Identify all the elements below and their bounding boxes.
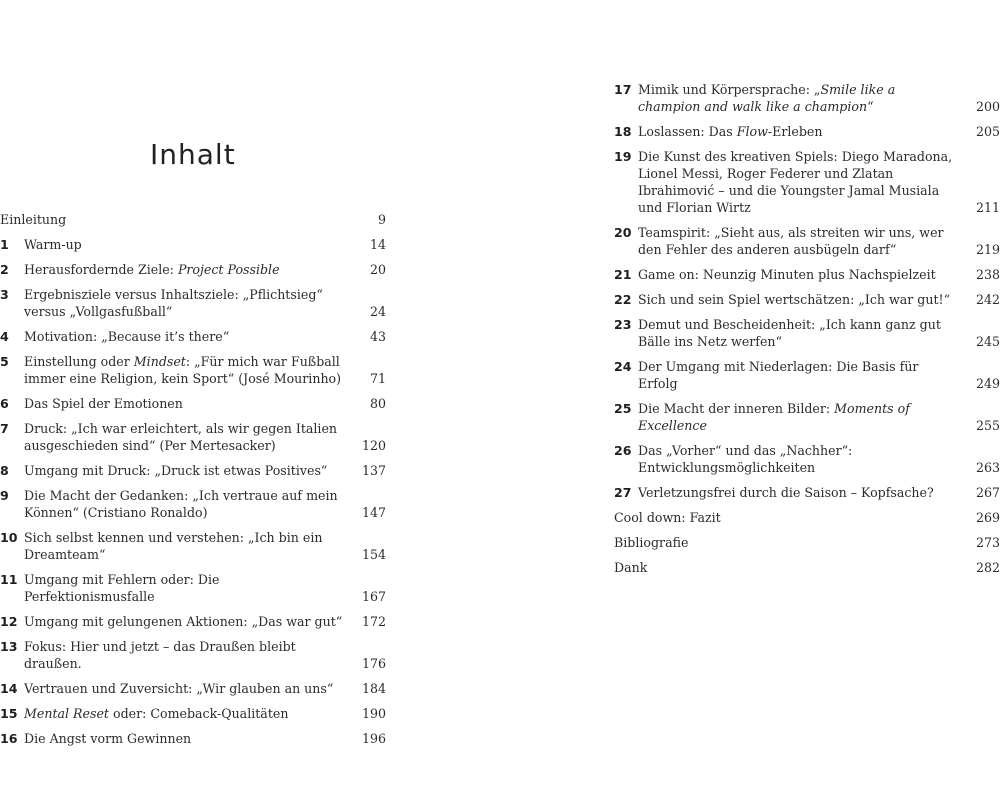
chapter-title	[638, 442, 974, 476]
page-number: 43	[369, 329, 386, 344]
toc-entry	[614, 358, 1000, 392]
chapter-title-segment: Teamspirit: „Sieht aus, als streiten wir uns, wer den Fehler des anderen ausbügeln darf“	[638, 225, 944, 257]
toc-entry	[0, 638, 386, 672]
chapter-title-segment: Sich selbst kennen und verstehen: „Ich bin ein Dreamteam“	[24, 530, 323, 562]
chapter-number: 20	[614, 225, 632, 240]
chapter-title	[638, 291, 974, 308]
chapter-title-segment: Die Kunst des kreativen Spiels: Diego Maradona, Lionel Messi, Roger Federer und Zlatan Ibrahimović – und die Youngster Jamal Musiala und Florian Wirtz	[638, 149, 953, 215]
toc-entry	[614, 534, 1000, 551]
chapter-number: 6	[0, 396, 9, 411]
toc-entry	[0, 211, 386, 228]
chapter-number: 16	[0, 731, 18, 746]
toc-entry	[614, 484, 1000, 501]
page-number: 190	[361, 706, 386, 721]
toc-entry	[0, 395, 386, 412]
chapter-number: 2	[0, 262, 9, 277]
toc-entry	[0, 261, 386, 278]
toc-entry	[0, 529, 386, 563]
chapter-title-segment: Motivation: „Because it’s there“	[24, 329, 230, 344]
toc-entry	[0, 236, 386, 253]
chapter-title	[24, 638, 360, 672]
chapter-title-segment: Vertrauen und Zuversicht: „Wir glauben an uns“	[24, 681, 334, 696]
toc-list-right	[614, 81, 1000, 584]
toc-entry	[614, 148, 1000, 216]
chapter-number: 14	[0, 681, 18, 696]
chapter-title-segment: : „Für mich war Fußball immer eine Religion, kein Sport“ (José Mourinho)	[24, 354, 342, 386]
chapter-title-segment: -Erleben	[767, 124, 823, 139]
toc-entry	[0, 571, 386, 605]
chapter-title-segment: Mimik und Körpersprache: „	[638, 82, 821, 97]
chapter-title	[614, 509, 974, 526]
chapter-title	[24, 395, 360, 412]
chapter-number: 11	[0, 572, 18, 587]
chapter-title-segment: Loslassen: Das	[638, 124, 737, 139]
chapter-number: 7	[0, 421, 9, 436]
chapter-title-segment: Druck: „Ich war erleichtert, als wir gegen Italien ausgeschieden sind“ (Per Mertesacker)	[24, 421, 338, 453]
chapter-title	[638, 224, 974, 258]
page-number: 269	[975, 510, 1000, 525]
chapter-number: 19	[614, 149, 632, 164]
chapter-title-segment: Die Angst vorm Gewinnen	[24, 731, 192, 746]
toc-entry	[0, 420, 386, 454]
page-number: 9	[377, 212, 386, 227]
chapter-title-segment: Das Spiel der Emotionen	[24, 396, 183, 411]
chapter-title	[638, 123, 974, 140]
chapter-title	[638, 358, 974, 392]
page-title: Inhalt	[150, 138, 236, 171]
chapter-title-segment: Bibliografie	[614, 535, 689, 550]
chapter-title-segment: Sich und sein Spiel wertschätzen: „Ich war gut!“	[638, 292, 951, 307]
chapter-number: 8	[0, 463, 9, 478]
chapter-title-segment: Flow	[736, 124, 768, 139]
toc-entry	[0, 705, 386, 722]
chapter-title	[24, 487, 360, 521]
chapter-title-segment: “	[867, 99, 874, 114]
chapter-number: 12	[0, 614, 18, 629]
chapter-number: 27	[614, 485, 632, 500]
toc-entry	[0, 462, 386, 479]
toc-entry	[0, 730, 386, 747]
page-number: 137	[361, 463, 386, 478]
toc-list-left	[0, 211, 386, 755]
page-number: 176	[361, 656, 386, 671]
chapter-title-segment: Umgang mit Fehlern oder: Die Perfektionismusfalle	[24, 572, 220, 604]
chapter-title-segment: Dank	[614, 560, 648, 575]
chapter-number: 10	[0, 530, 18, 545]
chapter-title	[24, 420, 360, 454]
page-number: 205	[975, 124, 1000, 139]
chapter-title	[638, 484, 974, 501]
chapter-number: 1	[0, 237, 9, 252]
chapter-title-segment: oder: Comeback-Qualitäten	[108, 706, 289, 721]
page-number: 245	[975, 334, 1000, 349]
chapter-number: 24	[614, 359, 632, 374]
toc-entry	[614, 123, 1000, 140]
left-page	[0, 0, 395, 800]
chapter-number: 23	[614, 317, 632, 332]
chapter-title	[24, 353, 360, 387]
toc-entry	[614, 266, 1000, 283]
chapter-title	[24, 286, 360, 320]
chapter-title	[24, 529, 360, 563]
chapter-number: 18	[614, 124, 632, 139]
chapter-title	[614, 534, 974, 551]
chapter-title	[638, 400, 974, 434]
chapter-title-segment: Smile like a champion and walk like a champion	[638, 82, 896, 114]
chapter-number: 21	[614, 267, 632, 282]
toc-entry	[0, 286, 386, 320]
page-number: 147	[361, 505, 386, 520]
toc-entry	[614, 291, 1000, 308]
right-page	[608, 0, 1000, 800]
chapter-title-segment: Game on: Neunzig Minuten plus Nachspielzeit	[638, 267, 936, 282]
page-number: 20	[369, 262, 386, 277]
toc-entry	[0, 680, 386, 697]
toc-entry	[614, 81, 1000, 115]
page-number: 200	[975, 99, 1000, 114]
chapter-title	[24, 705, 360, 722]
chapter-title-segment: Verletzungsfrei durch die Saison – Kopfsache?	[638, 485, 934, 500]
toc-entry	[0, 613, 386, 630]
chapter-title-segment: Moments of Excellence	[638, 401, 910, 433]
page-number: 211	[975, 200, 1000, 215]
chapter-title-segment: Die Macht der Gedanken: „Ich vertraue auf mein Können“ (Cristiano Ronaldo)	[24, 488, 338, 520]
chapter-number: 13	[0, 639, 18, 654]
chapter-title-segment: Einstellung oder	[24, 354, 134, 369]
chapter-title-segment: Demut und Bescheidenheit: „Ich kann ganz gut Bälle ins Netz werfen“	[638, 317, 941, 349]
chapter-title	[614, 559, 974, 576]
chapter-title-segment: Umgang mit Druck: „Druck ist etwas Positives“	[24, 463, 328, 478]
chapter-title	[24, 571, 360, 605]
chapter-number: 25	[614, 401, 632, 416]
page-number: 263	[975, 460, 1000, 475]
toc-entry	[614, 400, 1000, 434]
chapter-title-segment: Cool down: Fazit	[614, 510, 721, 525]
page-number: 282	[975, 560, 1000, 575]
chapter-number: 4	[0, 329, 9, 344]
chapter-title-segment: Mindset	[133, 354, 186, 369]
chapter-title	[24, 236, 360, 253]
chapter-title-segment: Einleitung	[0, 212, 67, 227]
chapter-title-segment: Ergebnisziele versus Inhaltsziele: „Pflichtsieg“ versus „Vollgasfußball“	[24, 287, 323, 319]
chapter-title	[24, 462, 360, 479]
page-number: 219	[975, 242, 1000, 257]
toc-entry	[614, 316, 1000, 350]
chapter-title-segment: Herausfordernde Ziele:	[24, 262, 178, 277]
chapter-number: 17	[614, 82, 632, 97]
page-number: 80	[369, 396, 386, 411]
page-number: 167	[361, 589, 386, 604]
chapter-title	[638, 81, 974, 115]
page-number: 242	[975, 292, 1000, 307]
chapter-title	[24, 680, 360, 697]
toc-entry	[614, 224, 1000, 258]
page-number: 273	[975, 535, 1000, 550]
chapter-number: 26	[614, 443, 632, 458]
page-number: 120	[361, 438, 386, 453]
page-number: 14	[369, 237, 386, 252]
chapter-title	[638, 266, 974, 283]
chapter-title-segment: Fokus: Hier und jetzt – das Draußen bleibt draußen.	[24, 639, 296, 671]
toc-entry	[0, 487, 386, 521]
chapter-title	[24, 730, 360, 747]
chapter-title	[24, 328, 360, 345]
chapter-title-segment: Mental Reset	[24, 706, 109, 721]
page-number: 24	[369, 304, 386, 319]
page-number: 255	[975, 418, 1000, 433]
toc-entry	[614, 559, 1000, 576]
chapter-title-segment: Umgang mit gelungenen Aktionen: „Das war gut“	[24, 614, 343, 629]
chapter-number: 15	[0, 706, 18, 721]
page-number: 184	[361, 681, 386, 696]
chapter-title	[638, 148, 974, 216]
chapter-title-segment: Project Possible	[177, 262, 280, 277]
chapter-title	[638, 316, 974, 350]
chapter-title-segment: Die Macht der inneren Bilder:	[638, 401, 835, 416]
chapter-title-segment: Warm-up	[24, 237, 82, 252]
chapter-title-segment: Der Umgang mit Niederlagen: Die Basis für Erfolg	[638, 359, 919, 391]
toc-entry	[0, 353, 386, 387]
toc-entry	[614, 509, 1000, 526]
page-number: 267	[975, 485, 1000, 500]
chapter-title	[24, 261, 360, 278]
page-number: 249	[975, 376, 1000, 391]
toc-entry	[0, 328, 386, 345]
chapter-number: 3	[0, 287, 9, 302]
chapter-number: 22	[614, 292, 632, 307]
chapter-number: 9	[0, 488, 9, 503]
chapter-title-segment: Das „Vorher“ und das „Nachher“: Entwicklungsmöglichkeiten	[638, 443, 853, 475]
page-number: 172	[361, 614, 386, 629]
page-number: 154	[361, 547, 386, 562]
page-number: 238	[975, 267, 1000, 282]
chapter-number: 5	[0, 354, 9, 369]
chapter-title	[24, 613, 360, 630]
page-number: 196	[361, 731, 386, 746]
page-number: 71	[369, 371, 386, 386]
chapter-title	[0, 211, 360, 228]
toc-entry	[614, 442, 1000, 476]
